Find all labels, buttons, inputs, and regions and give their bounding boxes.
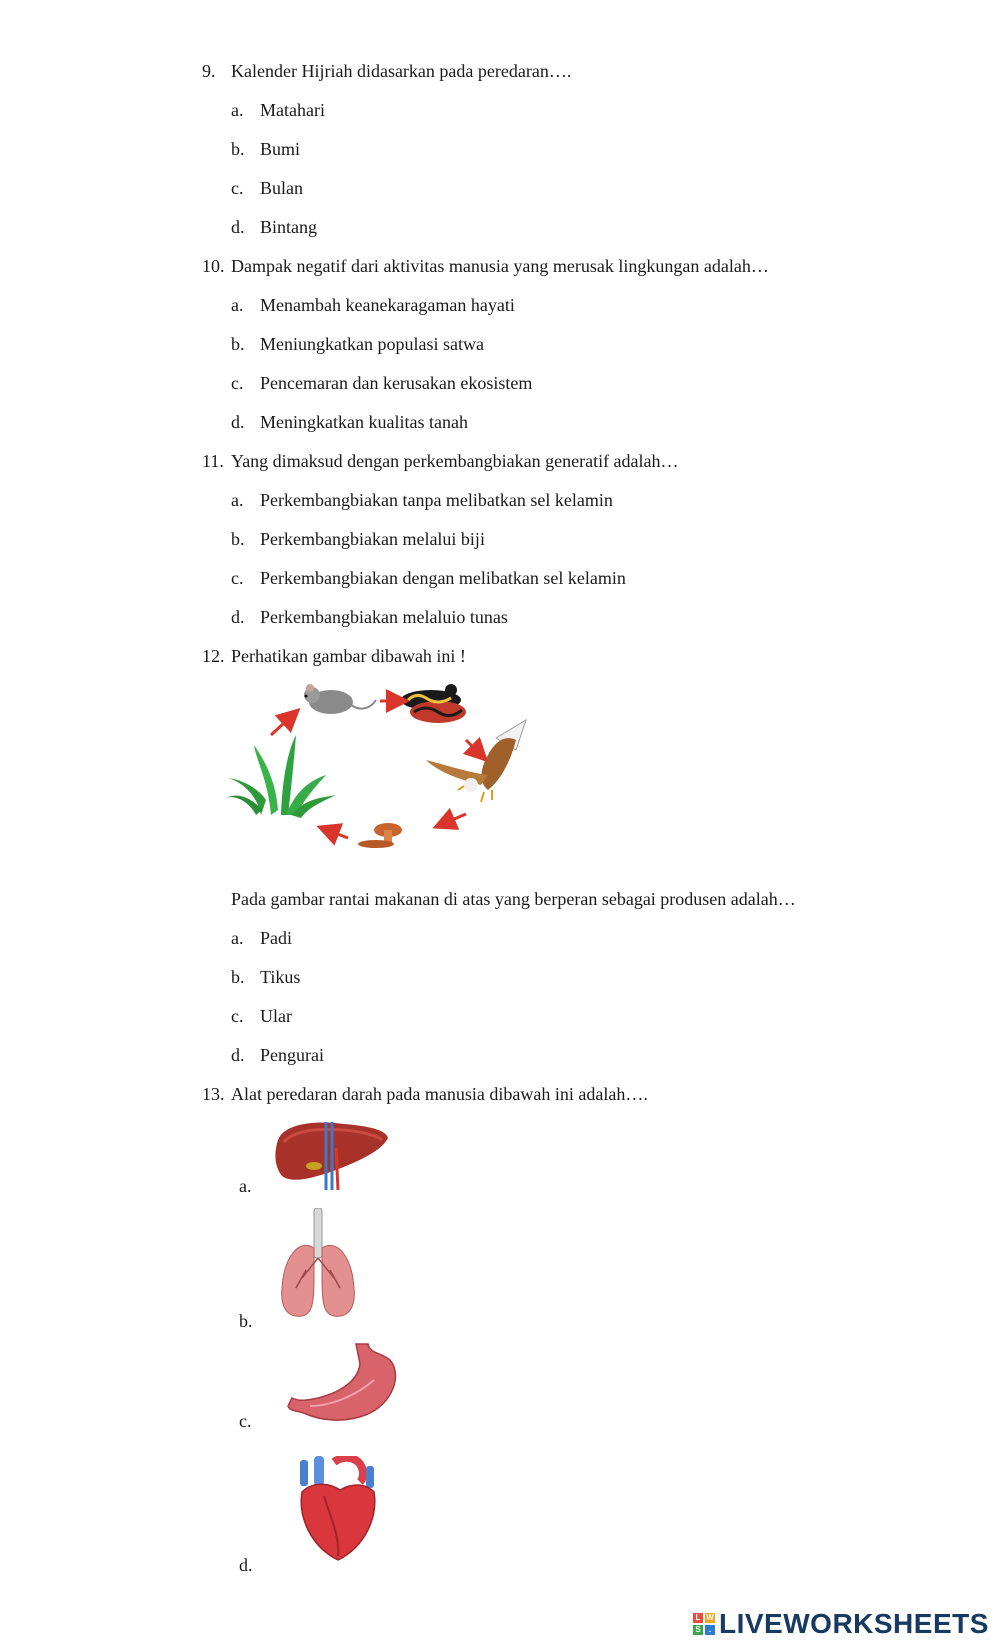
- question-10-option-d[interactable]: [231, 411, 468, 433]
- option-text: Menambah keanekaragaman hayati: [260, 295, 515, 315]
- option-text: Pencemaran dan kerusakan ekosistem: [260, 373, 533, 393]
- heart-icon[interactable]: [294, 1456, 384, 1562]
- question-13-option-b[interactable]: b.: [239, 1311, 253, 1331]
- question-12-option-d[interactable]: [231, 1044, 324, 1066]
- logo-block-icon: W: [706, 1613, 714, 1622]
- option-text: Matahari: [260, 100, 325, 120]
- lungs-icon[interactable]: [278, 1208, 358, 1320]
- arrow-icon: [271, 712, 296, 735]
- mouse-icon: [304, 684, 376, 714]
- arrow-icon: [466, 740, 484, 758]
- question-9-number: 9.: [202, 61, 216, 81]
- question-9-text: Kalender Hijriah didasarkan pada peredaran….: [231, 61, 572, 81]
- option-text: Perkembangbiakan tanpa melibatkan sel kelamin: [260, 490, 613, 510]
- question-9-option-d[interactable]: [231, 216, 317, 238]
- option-text: Perkembangbiakan melaluio tunas: [260, 607, 508, 627]
- option-letter: b.: [231, 967, 245, 987]
- question-12-option-b[interactable]: [231, 966, 300, 988]
- question-13-option-d[interactable]: d.: [239, 1555, 253, 1575]
- logo-block-icon: L: [693, 1613, 703, 1623]
- option-text: Bintang: [260, 217, 317, 237]
- eagle-icon: [426, 720, 526, 802]
- brand-text: LIVEWORKSHEETS: [719, 1608, 989, 1639]
- question-9-option-a[interactable]: [231, 99, 325, 121]
- option-text: Bumi: [260, 139, 301, 159]
- option-letter: a.: [231, 490, 244, 510]
- question-11-number: 11.: [202, 451, 224, 471]
- question-10-option-b[interactable]: [231, 333, 484, 355]
- arrow-icon: [438, 814, 466, 826]
- option-text: Bulan: [260, 178, 303, 198]
- question-13-option-a[interactable]: a.: [239, 1176, 252, 1196]
- question-9-option-b[interactable]: [231, 138, 300, 160]
- question-11-text: Yang dimaksud dengan perkembangbiakan generatif adalah…: [231, 451, 679, 471]
- question-11-option-c[interactable]: [231, 567, 626, 589]
- option-text: Padi: [260, 928, 293, 948]
- option-letter: a.: [231, 928, 244, 948]
- option-letter: d.: [231, 607, 245, 627]
- question-12-text: Perhatikan gambar dibawah ini !: [231, 646, 466, 666]
- option-text: Perkembangbiakan dengan melibatkan sel kelamin: [260, 568, 626, 588]
- option-letter: d.: [231, 1045, 245, 1065]
- question-12-number: 12.: [202, 646, 225, 666]
- option-text: Perkembangbiakan melalui biji: [260, 529, 485, 549]
- logo-block-icon: .: [705, 1625, 715, 1635]
- option-text: Meniungkatkan populasi satwa: [260, 334, 484, 354]
- question-13-number: 13.: [202, 1084, 225, 1104]
- question-10-text: Dampak negatif dari aktivitas manusia yang merusak lingkungan adalah…: [231, 256, 769, 276]
- question-10-option-a[interactable]: [231, 294, 515, 316]
- option-text: Ular: [260, 1006, 292, 1026]
- question-12-subtext: Pada gambar rantai makanan di atas yang berperan sebagai produsen adalah…: [231, 889, 796, 909]
- snake-icon: [401, 684, 466, 723]
- liveworksheets-logo: [693, 1607, 989, 1641]
- stomach-icon[interactable]: [286, 1340, 402, 1426]
- question-9-option-c[interactable]: [231, 177, 303, 199]
- question-13-option-c[interactable]: c.: [239, 1411, 252, 1431]
- question-11-option-a[interactable]: [231, 489, 613, 511]
- food-chain-figure: [226, 680, 556, 870]
- mushroom-icon: [358, 823, 402, 848]
- option-letter: c.: [231, 373, 244, 393]
- option-letter: c.: [231, 178, 244, 198]
- option-text: Meningkatkan kualitas tanah: [260, 412, 468, 432]
- question-10-option-c[interactable]: [231, 372, 532, 394]
- option-letter: c.: [231, 1006, 244, 1026]
- option-letter: b.: [231, 334, 245, 354]
- question-11-option-b[interactable]: [231, 528, 485, 550]
- logo-blocks-icon: [693, 1613, 715, 1635]
- option-text: Pengurai: [260, 1045, 324, 1065]
- option-letter: a.: [231, 100, 244, 120]
- option-letter: a.: [231, 295, 244, 315]
- question-11-option-d[interactable]: [231, 606, 508, 628]
- grass-icon: [226, 735, 336, 818]
- question-12-option-a[interactable]: [231, 927, 292, 949]
- option-letter: d.: [231, 412, 245, 432]
- arrow-icon: [322, 828, 348, 838]
- option-letter: b.: [231, 139, 245, 159]
- logo-block-icon: S: [693, 1625, 703, 1635]
- question-13-text: Alat peredaran darah pada manusia dibawah ini adalah….: [231, 1084, 648, 1104]
- question-12-option-c[interactable]: [231, 1005, 292, 1027]
- question-10-number: 10.: [202, 256, 225, 276]
- option-letter: c.: [231, 568, 244, 588]
- liver-icon[interactable]: [274, 1118, 390, 1190]
- option-letter: d.: [231, 217, 245, 237]
- option-letter: b.: [231, 529, 245, 549]
- option-text: Tikus: [260, 967, 301, 987]
